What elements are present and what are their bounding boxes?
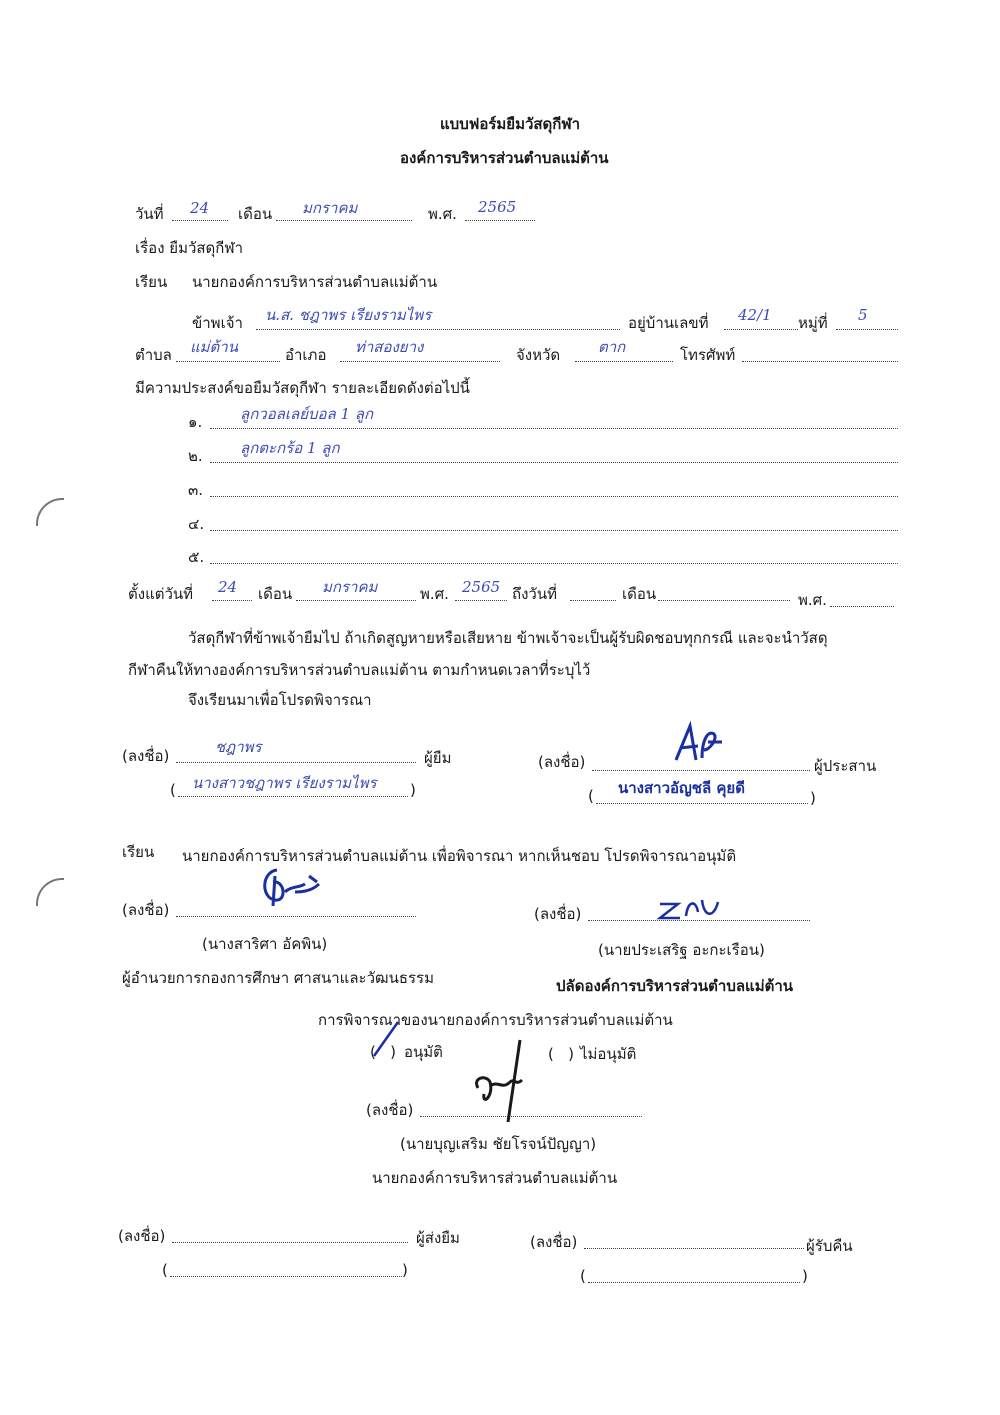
applicant-name-label: ข้าพเจ้า: [192, 314, 243, 332]
item-number: ๑.: [188, 413, 203, 431]
item-value: ลูกวอลเลย์บอล 1 ลูก: [240, 405, 374, 423]
month-label: เดือน: [238, 205, 273, 223]
year-value: 2565: [478, 198, 517, 216]
period-to-label: ถึงวันที่: [512, 585, 557, 603]
item-field[interactable]: [210, 512, 898, 531]
house-label: อยู่บ้านเลขที่: [628, 314, 709, 332]
period-from-month-label: เดือน: [258, 585, 293, 603]
director-signature-icon: [255, 862, 325, 912]
item-field[interactable]: [210, 478, 898, 497]
moo-value: 5: [858, 306, 868, 324]
item-number: ๕.: [188, 548, 205, 566]
punch-hole-bottom: [36, 878, 64, 906]
returner-role: ผู้รับคืน: [806, 1237, 853, 1255]
day-label: วันที่: [135, 205, 164, 223]
item-number: ๒.: [188, 447, 203, 465]
applicant-name-value: น.ส. ชฎาพร เรียงรามไพร: [265, 306, 432, 324]
lender-name-field[interactable]: [170, 1258, 402, 1277]
period-to-month-label: เดือน: [622, 585, 657, 603]
period-from-day-value: 24: [218, 578, 238, 596]
director-name: (นางสาริศา อัคพิน): [202, 935, 328, 953]
returner-name-field[interactable]: [588, 1264, 800, 1283]
item-number: ๔.: [188, 515, 205, 533]
moo-label: หมู่ที่: [798, 314, 828, 332]
coordinator-name-close: ): [810, 789, 816, 807]
director-sign-label: (ลงชื่อ): [122, 901, 170, 919]
returner-signature-field[interactable]: [584, 1230, 804, 1249]
borrower-name-close: ): [410, 781, 416, 799]
province-label: จังหวัด: [516, 346, 561, 364]
punch-hole-top: [36, 498, 64, 526]
item-field[interactable]: [210, 545, 898, 564]
borrower-name-value: นางสาวชฎาพร เรียงรามไพร: [192, 774, 377, 792]
district-value: ท่าสองยาง: [355, 338, 424, 356]
form-title: แบบฟอร์มยืมวัสดุกีฬา: [440, 115, 581, 133]
returner-sign-label: (ลงชื่อ): [530, 1233, 578, 1251]
period-from-month-value: มกราคม: [322, 578, 378, 596]
to-label: เรียน: [135, 273, 168, 291]
item-number: ๓.: [188, 481, 204, 499]
returner-name-open: (: [580, 1267, 586, 1285]
coordinator-name-stamp: นางสาวอัญชลี คุยดี: [618, 779, 745, 797]
subject: เรื่อง ยืมวัสดุกีฬา: [135, 239, 244, 257]
coordinator-sign-label: (ลงชื่อ): [538, 753, 586, 771]
lender-name-close: ): [402, 1261, 408, 1279]
house-value: 42/1: [738, 306, 772, 324]
phone-field[interactable]: [742, 343, 898, 362]
district-label: อำเภอ: [285, 346, 327, 364]
borrower-role: ผู้ยืม: [424, 749, 452, 767]
form-organization: องค์การบริหารส่วนตำบลแม่ต้าน: [400, 149, 609, 167]
statement-line-2: กีฬาคืนให้ทางองค์การบริหารส่วนตำบลแม่ต้าน ตามกำหนดเวลาที่ระบุไว้: [128, 661, 591, 679]
period-from-year-label: พ.ศ.: [420, 585, 449, 603]
subdistrict-value: แม่ต้าน: [190, 338, 238, 356]
period-to-month-field[interactable]: [658, 582, 790, 601]
decision-heading: การพิจารณาของนายกองค์การบริหารส่วนตำบลแม่ต้าน: [318, 1011, 673, 1029]
coordinator-name-open: (: [588, 787, 594, 805]
period-from-year-value: 2565: [462, 578, 501, 596]
borrower-name-open: (: [170, 781, 176, 799]
month-value: มกราคม: [302, 199, 358, 217]
item-value: ลูกตะกร้อ 1 ลูก: [240, 439, 340, 457]
coordinator-signature-icon: [668, 720, 728, 770]
reject-checkbox[interactable]: ( ): [548, 1045, 575, 1063]
purpose-text: มีความประสงค์ขอยืมวัสดุกีฬา รายละเอียดดังต่อไปนี้: [135, 379, 470, 397]
deputy-title: ปลัดองค์การบริหารส่วนตำบลแม่ต้าน: [556, 977, 794, 995]
deputy-signature-icon: [656, 896, 726, 926]
mayor-signature-icon: [470, 1036, 530, 1126]
to-recipient: นายกองค์การบริหารส่วนตำบลแม่ต้าน: [192, 273, 438, 291]
year-label: พ.ศ.: [428, 205, 457, 223]
province-value: ตาก: [598, 338, 626, 356]
approval-request-text: นายกองค์การบริหารส่วนตำบลแม่ต้าน เพื่อพิจารณา หากเห็นชอบ โปรดพิจารณาอนุมัติ: [182, 847, 737, 865]
reject-label: ไม่อนุมัติ: [580, 1045, 637, 1063]
borrower-signature: ชฎาพร: [215, 738, 262, 756]
lender-signature-field[interactable]: [172, 1224, 408, 1243]
coordinator-role: ผู้ประสาน: [814, 757, 877, 775]
period-to-year-label: พ.ศ.: [798, 591, 827, 609]
statement-closing: จึงเรียนมาเพื่อโปรดพิจารณา: [188, 691, 372, 709]
deputy-name: (นายประเสริฐ อะกะเรือน): [598, 941, 765, 959]
statement-line-1: วัสดุกีฬาที่ข้าพเจ้ายืมไป ถ้าเกิดสูญหายหรือเสียหาย ข้าพเจ้าจะเป็นผู้รับผิดชอบทุกกรณี และจะนำวัสดุ: [188, 629, 828, 647]
lender-name-open: (: [162, 1261, 168, 1279]
borrower-signature-field[interactable]: [176, 744, 416, 763]
approval-request-label: เรียน: [122, 843, 155, 861]
mayor-signature-field[interactable]: [420, 1098, 642, 1117]
subdistrict-label: ตำบล: [135, 346, 172, 364]
day-value: 24: [190, 199, 210, 217]
approve-check-icon: [372, 1020, 402, 1060]
period-to-year-field[interactable]: [830, 588, 894, 607]
phone-label: โทรศัพท์: [680, 346, 736, 364]
returner-name-close: ): [802, 1267, 808, 1285]
approve-checkbox[interactable]: ( ): [370, 1043, 397, 1061]
mayor-sign-label: (ลงชื่อ): [366, 1101, 414, 1119]
lender-role: ผู้ส่งยืม: [416, 1229, 460, 1247]
period-to-day-field[interactable]: [570, 582, 616, 601]
borrower-sign-label: (ลงชื่อ): [122, 747, 170, 765]
lender-sign-label: (ลงชื่อ): [118, 1227, 166, 1245]
mayor-title: นายกองค์การบริหารส่วนตำบลแม่ต้าน: [372, 1169, 618, 1187]
director-title: ผู้อำนวยการกองการศึกษา ศาสนาและวัฒนธรรม: [122, 969, 434, 987]
approve-label: อนุมัติ: [404, 1043, 443, 1061]
period-from-label: ตั้งแต่วันที่: [128, 585, 194, 603]
deputy-sign-label: (ลงชื่อ): [534, 905, 582, 923]
mayor-name: (นายบุญเสริม ชัยโรจน์ปัญญา): [400, 1135, 597, 1153]
